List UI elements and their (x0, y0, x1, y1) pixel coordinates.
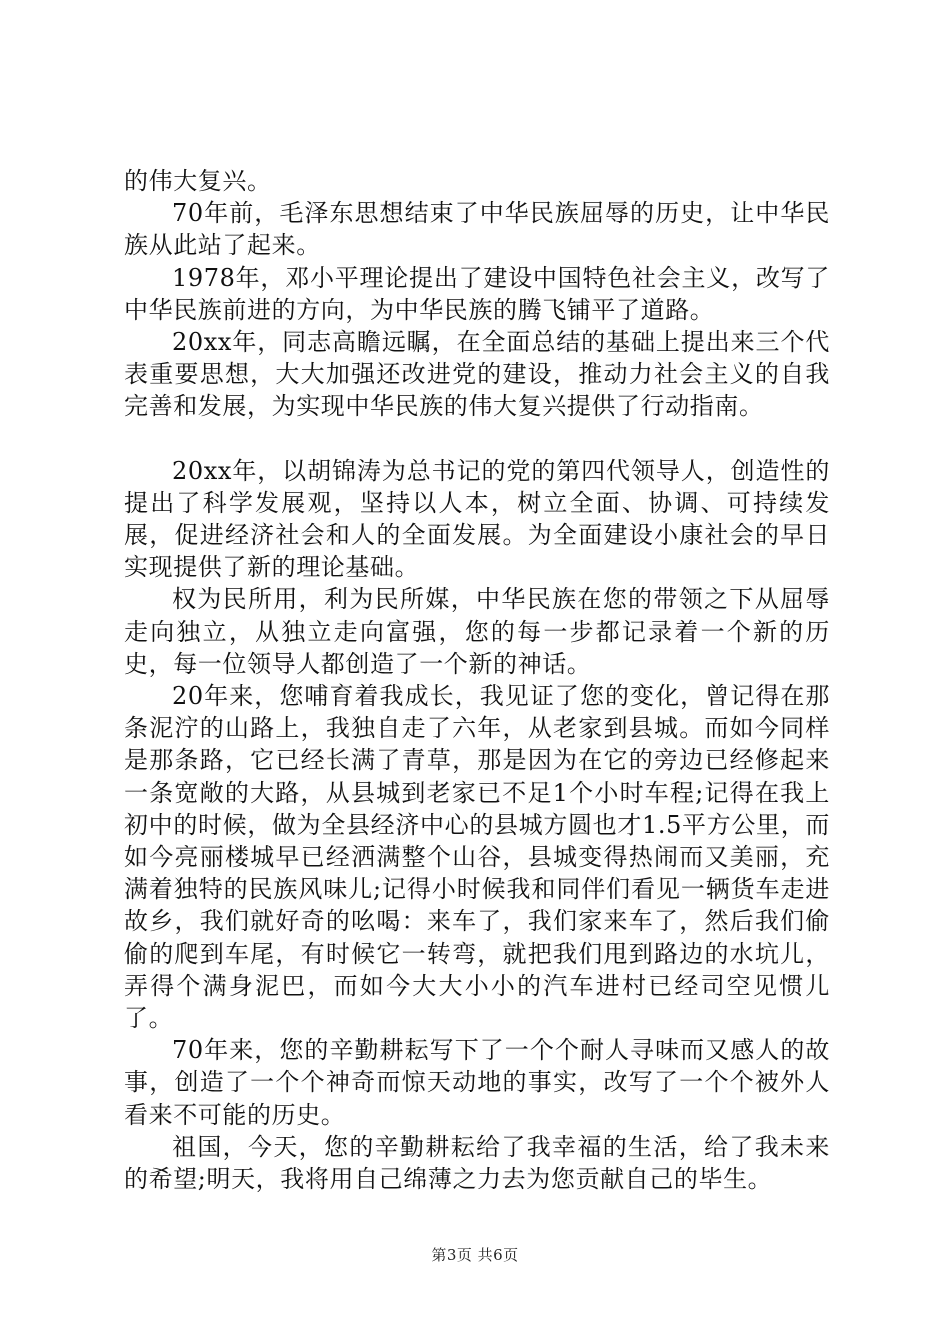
paragraph-continuation: 的伟大复兴。 (124, 167, 272, 195)
paragraph: 20年来，您哺育着我成长，我见证了您的变化，曾记得在那条泥泞的山路上，我独自走了六年，从老家到县城。而如今同样是那条路，它已经长满了青草，那是因为在它的旁边已经修起来一条宽敞的大路，从县城到老家已不足1个小时车程;记得在我上初中的时候，做为全县经济中心的县城方圆也才1.5平方公里，而如今亮丽楼城早已经洒满整个山谷，县城变得热闹而又美丽，充满着独特的民族风味儿;记得小时候我和同伴们看见一辆货车走进故乡，我们就好奇的吆喝：来车了，我们家来车了，然后我们偷偷的爬到车尾，有时候它一转弯，就把我们甩到路边的水坑儿，弄得个满身泥巴，而如今大大小小的汽车进村已经司空见惯儿了。 (124, 682, 830, 1033)
paragraph: 70年前，毛泽东思想结束了中华民族屈辱的历史，让中华民族从此站了起来。 (124, 199, 830, 260)
paragraph: 1978年，邓小平理论提出了建设中国特色社会主义，改写了中华民族前进的方向，为中华民族的腾飞铺平了道路。 (124, 263, 830, 324)
paragraph: 70年来，您的辛勤耕耘写下了一个个耐人寻味而又感人的故事，创造了一个个神奇而惊天动地的事实，改写了一个个被外人看来不可能的历史。 (124, 1036, 830, 1129)
document-body (124, 165, 830, 1195)
page-number-footer: 第3页 共6页 (431, 1246, 519, 1264)
paragraph: 20xx年，同志高瞻远瞩，在全面总结的基础上提出来三个代表重要思想，大大加强还改进党的建设，推动力社会主义的自我完善和发展，为实现中华民族的伟大复兴提供了行动指南。 (124, 328, 830, 421)
paragraph: 20xx年，以胡锦涛为总书记的党的第四代领导人，创造性的提出了科学发展观，坚持以人本，树立全面、协调、可持续发展，促进经济社会和人的全面发展。为全面建设小康社会的早日实现提供了新的理论基础。 (124, 456, 830, 582)
paragraph: 权为民所用，利为民所媒，中华民族在您的带领之下从屈辱走向独立，从独立走向富强，您的每一步都记录着一个新的历史，每一位领导人都创造了一个新的神话。 (124, 585, 830, 678)
paragraph: 祖国，今天，您的辛勤耕耘给了我幸福的生活，给了我未来的希望;明天，我将用自己绵薄之力去为您贡献自己的毕生。 (124, 1132, 830, 1194)
